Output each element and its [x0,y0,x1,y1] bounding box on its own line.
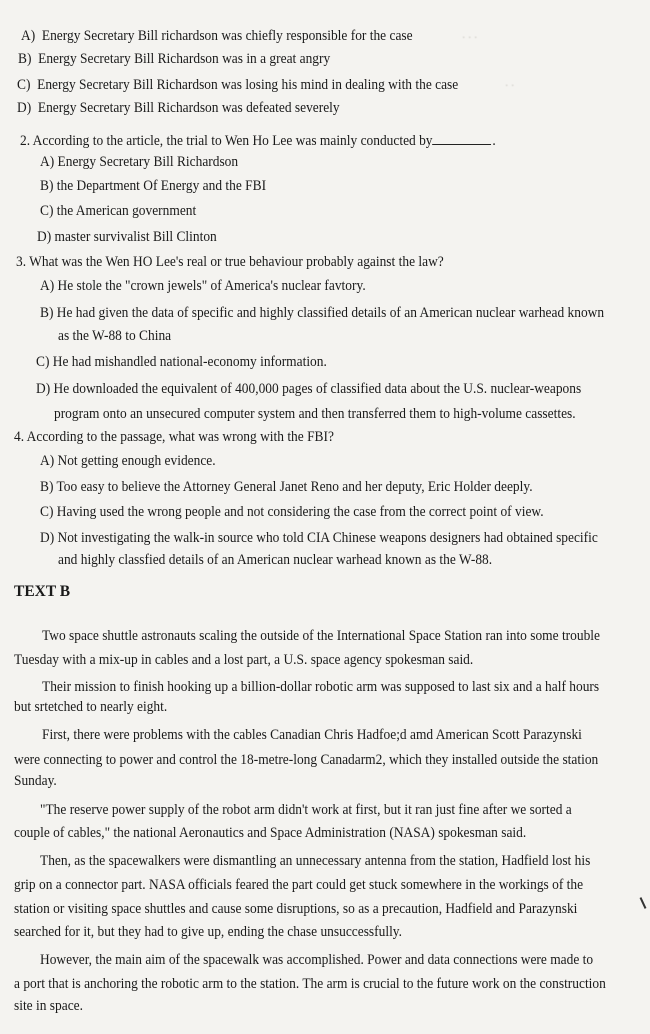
q3-stem: 3. What was the Wen HO Lee's real or true behaviour probably against the law? [16,254,444,270]
q4-stem: 4. According to the passage, what was wrong with the FBI? [14,429,334,445]
q2-option-d: D) master survivalist Bill Clinton [37,229,217,245]
paragraph-line: station or visiting space shuttles and cause some disruptions, so as a precaution, Hadfield and Parazynski [14,901,578,917]
q2-option-c: C) the American government [40,203,197,219]
answer-blank [433,132,492,145]
q2-stem: 2. According to the article, the trial to Wen Ho Lee was mainly conducted by . [20,133,496,149]
q4-option-d: D) Not investigating the walk-in source who told CIA Chinese weapons designers had obtained specific [40,530,598,546]
q3-option-a: A) He stole the "crown jewels" of America's nuclear favtory. [40,278,366,294]
paragraph-line: Two space shuttle astronauts scaling the outside of the International Space Station ran into some trouble [42,628,600,644]
q3-option-d: D) He downloaded the equivalent of 400,000 pages of classified data about the U.S. nuclear-weapons [36,381,582,397]
paragraph-line: However, the main aim of the spacewalk was accomplished. Power and data connections were made to [40,952,594,968]
q3-option-b: B) He had given the data of specific and highly classified details of an American nuclear warhead known [40,305,605,321]
q1-option-b: B) Energy Secretary Bill Richardson was in a great angry [18,51,331,67]
q3-option-c: C) He had mishandled national-economy information. [36,354,327,370]
paragraph-line: site in space. [14,998,83,1014]
paragraph-line: searched for it, but they had to give up, ending the chase unsuccessfully. [14,924,403,940]
paragraph-line: grip on a connector part. NASA officials feared the part could get stuck somewhere in the workings of the [14,877,584,893]
q4-option-a: A) Not getting enough evidence. [40,453,216,469]
q1-option-c: C) Energy Secretary Bill Richardson was losing his mind in dealing with the case [17,77,459,93]
q2-option-b: B) the Department Of Energy and the FBI [40,178,267,194]
paragraph-line: Sunday. [14,773,57,789]
bleed-through-mark: · · · [462,30,477,44]
paragraph-line: Tuesday with a mix-up in cables and a lost part, a U.S. space agency spokesman said. [14,652,474,668]
bleed-through-mark: · · [505,78,514,92]
paragraph-line: were connecting to power and control the 18-metre-long Canadarm2, which they installed outside the station [14,752,599,768]
q1-option-a: A) Energy Secretary Bill richardson was chiefly responsible for the case [21,28,413,44]
q2-option-a: A) Energy Secretary Bill Richardson [40,154,239,170]
paragraph-line: a port that is anchoring the robotic arm to the station. The arm is crucial to the future work on the construction [14,976,606,992]
q4-option-d-cont: and highly classfied details of an American nuclear warhead known as the W-88. [58,552,493,568]
section-heading: TEXT B [14,583,71,600]
paragraph-line: but srtetched to nearly eight. [14,699,168,715]
paragraph-line: Their mission to finish hooking up a billion-dollar robotic arm was supposed to last six and a half hours [42,679,600,695]
paragraph-line: First, there were problems with the cables Canadian Chris Hadfoe;d amd American Scott Parazynski [42,727,582,743]
q4-option-c: C) Having used the wrong people and not considering the case from the correct point of view. [40,504,544,520]
q3-option-b-cont: as the W-88 to China [58,328,172,344]
q4-option-b: B) Too easy to believe the Attorney General Janet Reno and her deputy, Eric Holder deeply. [40,479,533,495]
paragraph-line: couple of cables," the national Aeronautics and Space Administration (NASA) spokesman said. [14,825,527,841]
margin-pen-mark [640,897,647,909]
q3-option-d-cont: program onto an unsecured computer system and then transferred them to high-volume cassettes. [54,406,576,422]
paragraph-line: "The reserve power supply of the robot arm didn't work at first, but it ran just fine after we sorted a [40,802,572,818]
paragraph-line: Then, as the spacewalkers were dismantling an unnecessary antenna from the station, Hadfield lost his [40,853,591,869]
q1-option-d: D) Energy Secretary Bill Richardson was defeated severely [17,100,340,116]
